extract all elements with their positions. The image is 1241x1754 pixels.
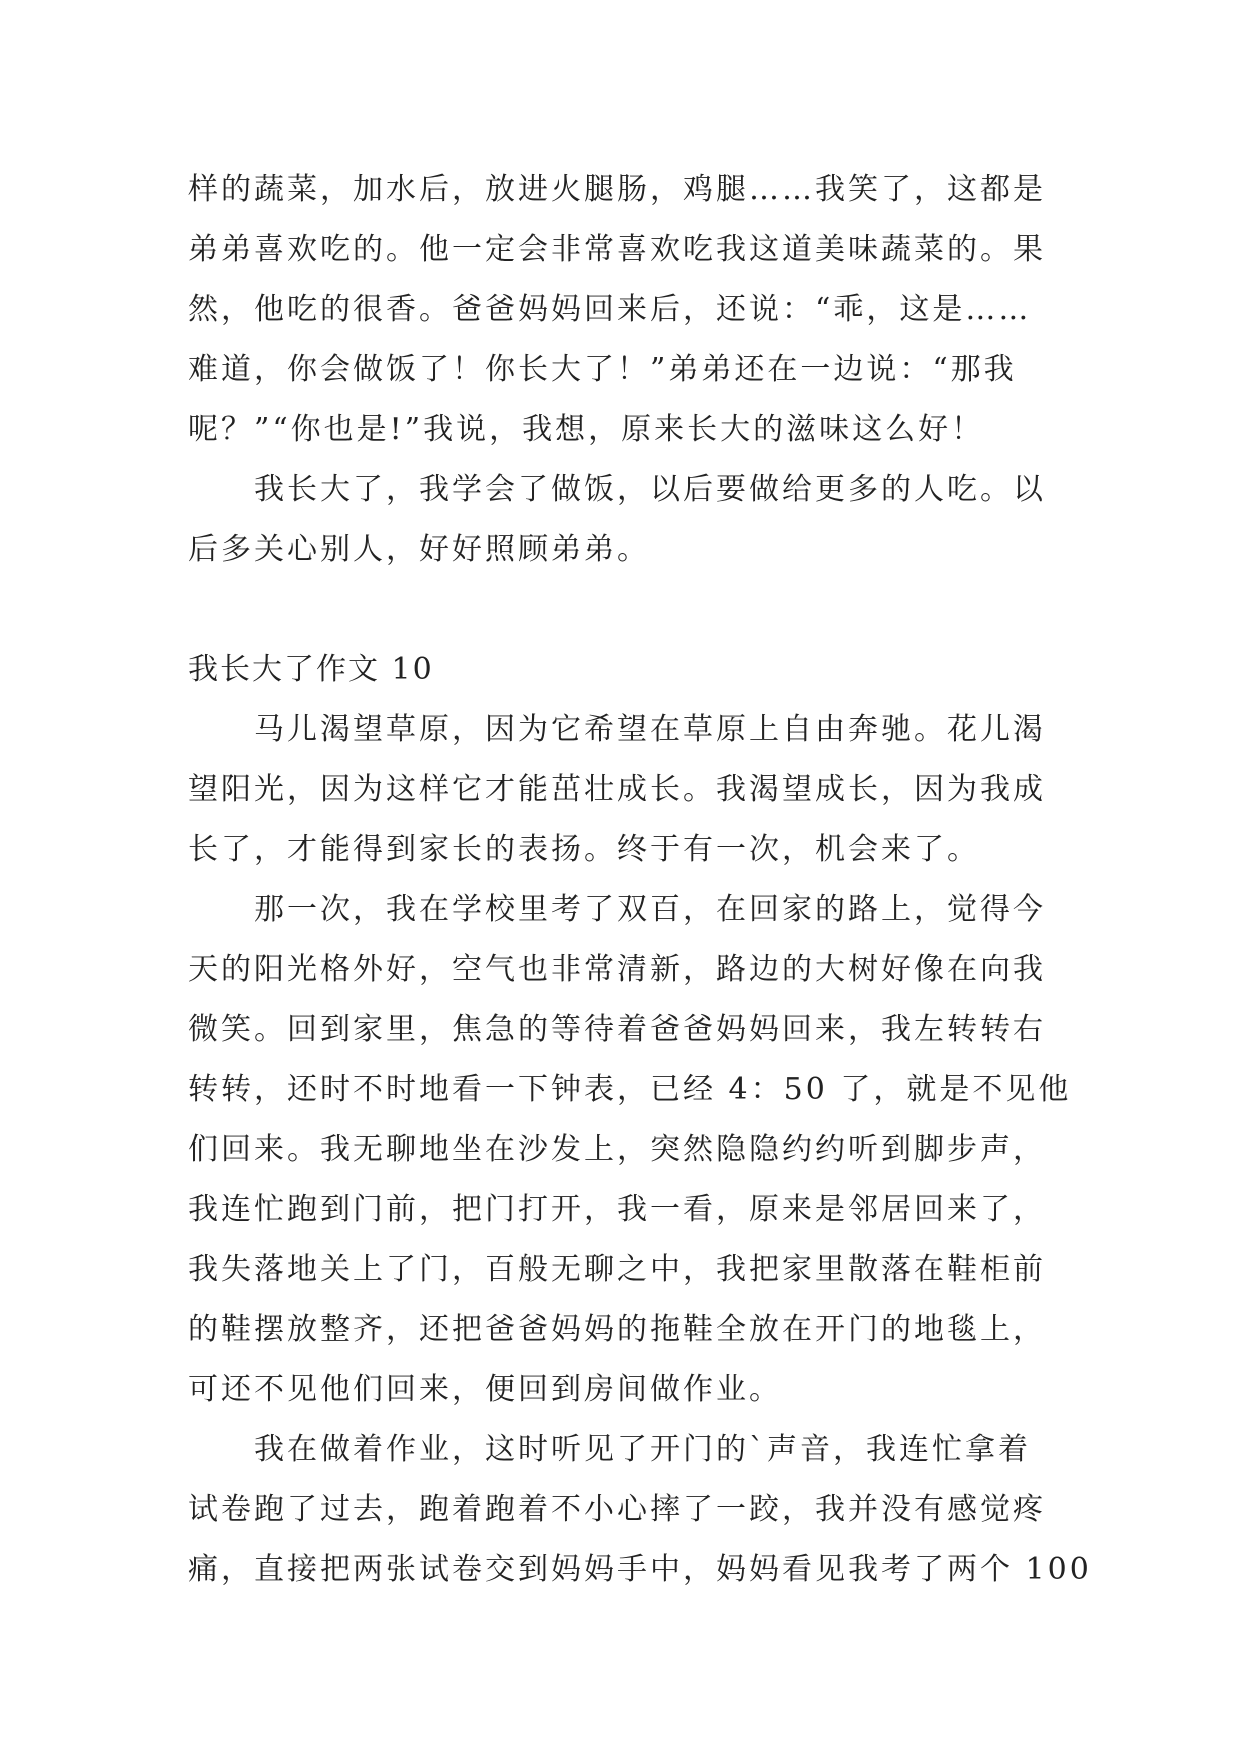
blank-line	[188, 580, 1060, 640]
text-line: 马儿渴望草原，因为它希望在草原上自由奔驰。花儿渴	[254, 712, 1046, 747]
text-line: 望阳光，因为这样它才能茁壮成长。我渴望成长，因为我成	[188, 772, 1046, 807]
text-line: 我连忙跑到门前，把门打开，我一看，原来是邻居回来了，	[188, 1192, 1046, 1227]
text-line: 后多关心别人，好好照顾弟弟。	[188, 532, 650, 567]
text-line: 难道，你会做饭了！你长大了！”弟弟还在一边说：“那我	[188, 352, 1017, 387]
text-line: 痛，直接把两张试卷交到妈妈手中，妈妈看见我考了两个 100	[188, 1552, 1092, 1587]
text-line: 转转，还时不时地看一下钟表，已经 4：50 了，就是不见他	[188, 1072, 1072, 1107]
text-line: 我失落地关上了门，百般无聊之中，我把家里散落在鞋柜前	[188, 1252, 1046, 1287]
text-line: 样的蔬菜，加水后，放进火腿肠，鸡腿……我笑了，这都是	[188, 172, 1046, 207]
paragraph	[188, 700, 1060, 880]
paragraph	[188, 880, 1072, 1420]
paragraph	[188, 460, 1060, 580]
text-line: 弟弟喜欢吃的。他一定会非常喜欢吃我这道美味蔬菜的。果	[188, 232, 1046, 267]
paragraph	[188, 1420, 1092, 1600]
text-line: 们回来。我无聊地坐在沙发上，突然隐隐约约听到脚步声，	[188, 1132, 1046, 1167]
essay-title: 我长大了作文 10	[188, 652, 434, 687]
document-body	[188, 160, 1092, 1600]
text-line: 长了，才能得到家长的表扬。终于有一次，机会来了。	[188, 832, 980, 867]
text-line: 那一次，我在学校里考了双百，在回家的路上，觉得今	[254, 892, 1046, 927]
text-line: 试卷跑了过去，跑着跑着不小心摔了一跤，我并没有感觉疼	[188, 1492, 1046, 1527]
text-line: 的鞋摆放整齐，还把爸爸妈妈的拖鞋全放在开门的地毯上，	[188, 1312, 1046, 1347]
text-line: 可还不见他们回来，便回到房间做作业。	[188, 1372, 782, 1407]
text-line: 然，他吃的很香。爸爸妈妈回来后，还说：“乖，这是……	[188, 292, 1032, 327]
text-line: 我在做着作业，这时听见了开门的`声音，我连忙拿着	[254, 1432, 1031, 1467]
text-line: 我长大了，我学会了做饭，以后要做给更多的人吃。以	[254, 472, 1046, 507]
text-line: 天的阳光格外好，空气也非常清新，路边的大树好像在向我	[188, 952, 1046, 987]
paragraph-continued	[188, 160, 1060, 460]
text-line: 呢？”“你也是!”我说，我想，原来长大的滋味这么好！	[188, 412, 985, 447]
text-line: 微笑。回到家里，焦急的等待着爸爸妈妈回来，我左转转右	[188, 1012, 1046, 1047]
